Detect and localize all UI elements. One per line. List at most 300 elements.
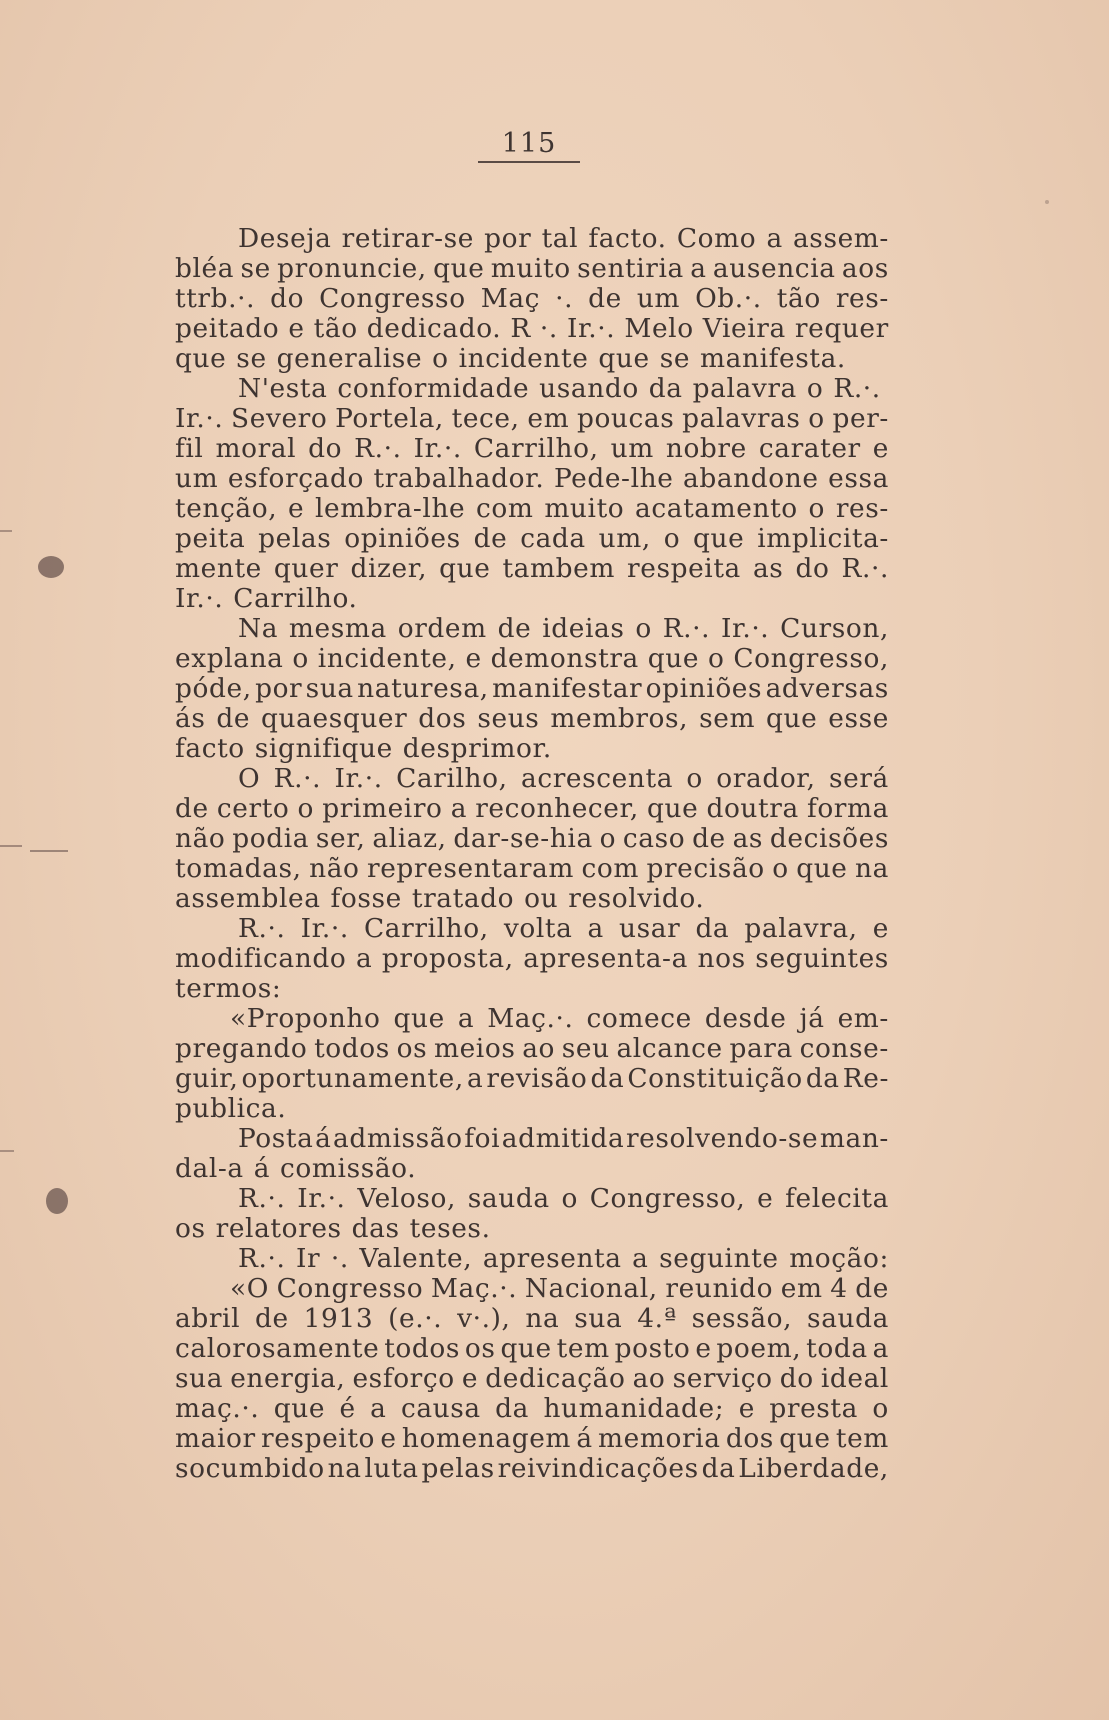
word: o [707,643,725,674]
word: R.·. [238,1183,286,1214]
word: «O [230,1273,269,1304]
word: res- [835,283,889,314]
word: seguinte [659,1243,779,1274]
word: calorosamente [175,1333,380,1364]
word: naturesa, [357,673,489,704]
text-line [175,704,889,734]
word: os [396,1033,428,1064]
text-line [175,1424,889,1454]
word: R [510,313,531,344]
word: que [433,253,485,284]
word: Como [676,223,757,254]
word: um [175,463,219,494]
text-line [175,614,889,644]
word: R.·. [841,553,889,584]
word: que [647,643,700,674]
word: doutra [706,793,799,824]
word: com [476,493,534,524]
word: sua [305,673,354,704]
word: maç.·. [175,1393,260,1424]
word: v·.), [457,1303,511,1334]
word: ao [632,1363,666,1394]
word: tal [541,223,579,254]
word: o [808,493,826,524]
word: 4 [830,1273,848,1304]
word: a [466,1063,484,1094]
word: ·. [539,313,558,344]
word: O [238,763,261,794]
word: tão [776,283,821,314]
word: respeita [627,553,741,584]
word: sua [574,1303,623,1334]
word: o [772,853,789,884]
word: que [796,853,848,884]
word: o [872,1393,889,1424]
word: que [766,703,818,734]
word: admitida [501,1123,625,1154]
word: carater [758,433,861,464]
word: o [561,1183,578,1214]
word: toda [806,1333,868,1364]
word: e [738,1393,755,1424]
word: explana [175,643,284,674]
word: do [779,1363,814,1394]
word: implicita- [757,523,889,554]
word: sentiria [577,253,684,284]
word: não [175,823,226,854]
text-line [175,554,889,584]
word: peitado [175,313,280,344]
word: dedicação [485,1363,626,1394]
word: memoria [597,1423,721,1454]
word: o [808,403,825,434]
word: serviço [672,1363,773,1394]
word: Ir.·. [720,613,770,644]
word: seguintes [755,943,889,974]
word: maior [175,1423,256,1454]
word: quaesquer [261,703,408,734]
word: R.·. [273,763,322,794]
word: oportunamente, [241,1063,464,1094]
word: R.·. [238,1243,286,1274]
word: moral [215,433,297,464]
word: nos [697,943,746,974]
word: Ir.·. [297,1183,346,1214]
word: a [355,943,373,974]
word: tambem [502,553,615,584]
word: opiniões [344,523,461,554]
word: a [370,1393,387,1424]
word: R.·. [238,913,286,944]
word: mesma [288,613,387,644]
word: Ir [296,1243,321,1274]
word: que [646,793,699,824]
word: podia [232,823,310,854]
word: facto. [588,223,667,254]
word: usar [619,913,681,944]
word: representaram [366,853,575,884]
word: de [588,283,622,314]
word: muito [544,493,625,524]
word: á [315,1123,332,1154]
word: o [297,793,315,824]
word: já [799,1003,825,1034]
word: tão [313,313,358,344]
word: os [464,1333,496,1364]
text-line [175,284,889,314]
word: res- [835,493,889,524]
text-line [175,1004,889,1034]
word: Congresso [276,1273,424,1304]
text-line: facto signifique desprimor. [175,733,552,764]
word: sua [175,1363,224,1394]
word: apresenta [482,1243,622,1274]
word: nobre [665,433,747,464]
word: á [576,1423,593,1454]
word: precisão [646,853,765,884]
word: orador, [716,763,816,794]
word: dizer, [350,553,428,584]
word: resolvendo-se [625,1123,819,1154]
word: ·. [555,283,574,314]
text-line [175,464,889,494]
word: abril [175,1303,241,1334]
word: Veloso, [357,1183,456,1214]
word: de [175,793,209,824]
word: o [686,763,703,794]
word: e [872,433,889,464]
word: comece [586,1003,692,1034]
word: 4.ª [637,1303,677,1334]
word: por [255,673,303,704]
word: seu [561,1033,610,1064]
word: tem [835,1423,889,1454]
word: proposta, [381,943,514,974]
text-line [175,1334,889,1364]
word: a [457,1003,475,1034]
word: Deseja [238,223,332,254]
word: pelas [258,523,332,554]
word: Melo [624,313,694,344]
word: tece, [451,403,520,434]
word: Maç [480,283,541,314]
word: per- [832,403,889,434]
word: admissão [333,1123,463,1154]
word: essa [828,463,889,494]
word: se [240,253,271,284]
word: peita [175,523,246,554]
speck-mark [1045,200,1049,204]
word: o [663,523,681,554]
word: e [757,1183,774,1214]
word: a [766,223,783,254]
word: de [497,613,532,644]
word: seus [477,703,540,734]
text-line [175,854,889,884]
word: a [450,793,468,824]
word: de [216,703,251,734]
text-line [175,1184,889,1214]
word: será [828,763,889,794]
word: primeiro [322,793,443,824]
word: Curson, [780,613,889,644]
word: de [255,1303,289,1334]
word: requer [794,313,889,344]
word: volta [503,913,573,944]
word: dos [418,703,467,734]
word: causa [400,1393,481,1424]
word: e [380,1423,397,1454]
word: as [752,553,784,584]
word: Congresso [319,283,466,314]
word: não [309,853,360,884]
word: que [439,553,491,584]
word: palavras [682,403,801,434]
text-line: dal-a á comissão. [175,1153,417,1184]
word: Congresso, [733,643,889,674]
text-line: os relatores das teses. [175,1213,491,1244]
word: man- [819,1123,889,1154]
word: caso [622,823,686,854]
word: Congresso, [589,1183,746,1214]
word: Re- [842,1063,889,1094]
word: da [495,1393,529,1424]
word: e [288,313,305,344]
word: retirar-se [341,223,474,254]
word: modificando [175,943,347,974]
text-line [175,944,889,974]
word: apresenta-a [523,943,688,974]
word: Ir.·. [300,913,349,944]
word: sessão, [691,1303,793,1334]
text-line [175,1124,889,1154]
word: é [339,1393,356,1424]
word: Vieira [702,313,786,344]
word: moção: [789,1243,889,1274]
word: poucas [576,403,675,434]
word: e [872,913,889,944]
word: esforço [352,1363,455,1394]
word: dar-se-hia [453,823,593,854]
word: humanidade; [543,1393,725,1424]
word: póde, [175,673,252,704]
word: R.·. [354,433,402,464]
text-line [175,1064,889,1094]
word: de [692,823,726,854]
word: na [855,853,889,884]
word: muito [490,253,571,284]
text-line [175,494,889,524]
margin-dash-mark [0,530,12,532]
word: que [500,1333,552,1364]
word: ideal [820,1363,889,1394]
word: pregando [175,1033,308,1064]
word: alcance [616,1033,723,1064]
word: abandone [683,463,819,494]
text-line: N'esta conformidade usando da palavra o R.·. [238,373,881,404]
text-line [175,824,889,854]
margin-dash-mark [30,850,68,852]
word: ordem [397,613,487,644]
word: Maç.·. [430,1273,518,1304]
word: adversas [765,673,889,704]
word: pronuncie, [277,253,427,284]
word: membros, [550,703,689,734]
word: que [779,1423,831,1454]
word: foi [464,1123,501,1154]
text-line: termos: [175,973,282,1004]
word: sauda [807,1303,889,1334]
word: guir, [175,1063,239,1094]
word: e [461,1363,479,1394]
word: reconhecer, [475,793,639,824]
page-number: 115 [478,130,580,163]
word: um [610,433,654,464]
word: presta [769,1393,858,1424]
text-line [175,674,889,704]
word: um [636,283,681,314]
word: palavra, [744,913,858,944]
word: ausencia [712,253,836,284]
word: de [473,523,508,554]
word: de [855,1273,889,1304]
text-line [175,1394,889,1424]
word: Na [238,613,279,644]
word: ao [522,1033,556,1064]
word: sauda [467,1183,550,1214]
word: Liberdade, [738,1453,889,1484]
word: o [599,823,617,854]
word: Carrilho, [364,913,489,944]
word: Severo [231,403,328,434]
word: respeito [261,1423,376,1454]
word: acatamento [635,493,798,524]
text-line: publica. [175,1093,287,1124]
word: do [795,553,830,584]
word: cada [520,523,586,554]
word: da [805,1063,840,1094]
word: Ir.·. [175,403,224,434]
word: assem- [792,223,889,254]
word: pelas [421,1453,495,1484]
word: posto [614,1333,691,1364]
word: e [695,1333,712,1364]
word: para [729,1033,793,1064]
word: ser, [315,823,366,854]
word: lembra-lhe [314,493,466,524]
word: na [525,1303,560,1334]
word: Nacional, [524,1273,658,1304]
word: (e.·. [388,1303,443,1334]
body-text [175,224,889,1484]
word: esforçado [227,463,364,494]
word: Constituição [627,1063,803,1094]
word: Posta [238,1123,314,1154]
word: Pede-lhe [553,463,674,494]
text-line: Ir.·. Carrilho. [175,583,358,614]
word: na [327,1453,362,1484]
word: Ob.·. [695,283,762,314]
word: reunido [665,1273,774,1304]
word: energia, [230,1363,346,1394]
text-line [175,524,889,554]
word: certo [216,793,290,824]
word: Maç.·. [487,1003,574,1034]
word: do [270,283,305,314]
word: tomadas, [175,853,302,884]
word: aos [841,253,889,284]
word: desde [704,1003,787,1034]
text-line: assemblea fosse tratado ou resolvido. [175,883,705,914]
word: «Proponho [230,1003,381,1034]
word: em- [837,1003,889,1034]
word: felecita [785,1183,889,1214]
word: Carilho, [396,763,508,794]
word: Portela, [335,403,444,434]
text-line [175,1244,889,1274]
word: a [632,1243,649,1274]
word: homenagem [401,1423,572,1454]
text-line [175,224,889,254]
text-line [175,254,889,284]
word: luta [364,1453,419,1484]
word: dos [725,1423,774,1454]
word: manifestar [492,673,643,704]
word: Ir.·. [566,313,616,344]
word: em [780,1273,823,1304]
word: revisão [486,1063,588,1094]
word: a [587,913,604,944]
word: um, [598,523,651,554]
word: reivindicações [497,1453,699,1484]
ink-blot-mark [46,1188,68,1214]
word: forma [806,793,889,824]
word: todos [384,1333,461,1364]
text-line [175,914,889,944]
text-line [175,434,889,464]
word: e [287,493,305,524]
word: o [635,613,652,644]
word: fil [175,433,204,464]
word: ideias [542,613,625,644]
word: poem, [716,1333,802,1364]
word: ás [175,703,206,734]
word: dedicado. [366,313,502,344]
word: o [292,643,309,674]
word: da [701,1453,736,1484]
margin-dash-mark [0,845,22,847]
word: que [273,1393,326,1424]
word: decisões [769,823,889,854]
word: trabalhador. [373,463,545,494]
text-line [175,1274,889,1304]
word: a [872,1333,889,1364]
text-line [175,1364,889,1394]
word: tenção, [175,493,278,524]
word: acrescenta [521,763,674,794]
word: todos [314,1033,390,1064]
word: Valente, [359,1243,473,1274]
margin-dash-mark [0,1150,14,1152]
word: aliaz, [372,823,447,854]
word: por [484,223,532,254]
word: que [693,523,745,554]
word: Ir.·. [413,433,462,464]
text-line [175,644,889,674]
text-line [175,404,889,434]
word: tem [556,1333,610,1364]
word: opiniões [645,673,763,704]
